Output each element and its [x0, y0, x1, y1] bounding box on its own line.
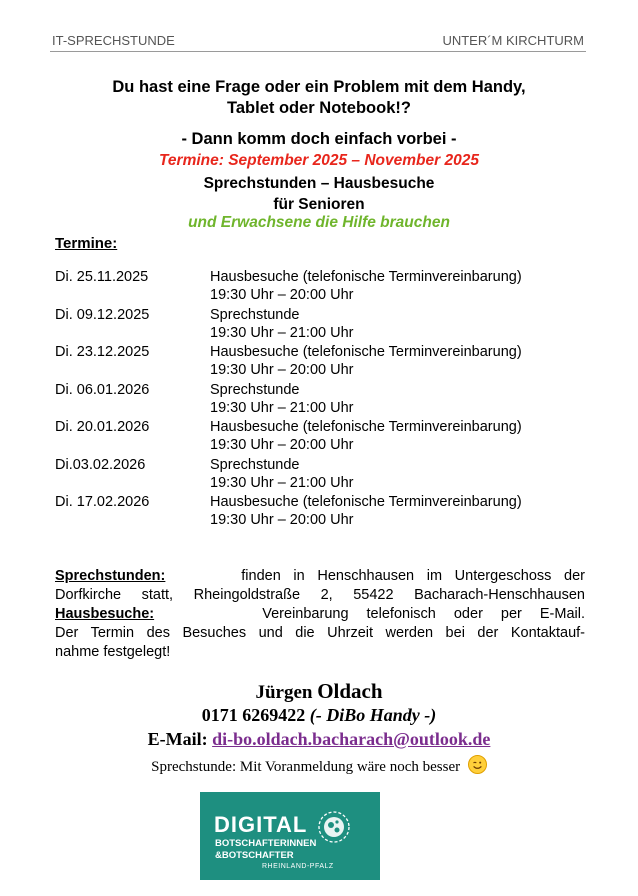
- appointment-date: Di. 20.01.2026: [55, 419, 150, 435]
- info-line1: [55, 567, 585, 586]
- appointment-details: [210, 418, 522, 454]
- appointment-date: Di. 23.12.2025: [55, 344, 150, 360]
- subtitle-line1: Sprechstunden – Hausbesuche: [203, 175, 435, 192]
- appointment-date: Di. 06.01.2026: [55, 381, 150, 398]
- appointment-details: [210, 306, 353, 342]
- haus-text2: Der Termin des Besuches und die Uhrzeit werden bei der Kontaktauf-: [55, 625, 585, 641]
- appointment-details: [210, 493, 522, 529]
- contact-phone-line: [0, 705, 638, 726]
- haus-label: Hausbesuche:: [55, 606, 155, 622]
- appointment-type: Hausbesuche (telefonische Terminvereinbarung): [210, 269, 522, 285]
- logo-globe-icon: [316, 809, 352, 845]
- logo-line4: RHEINLAND-PFALZ: [262, 863, 334, 870]
- appointment-type: Hausbesuche (telefonische Terminvereinbarung): [210, 419, 522, 435]
- haus-text1: Vereinbarung telefonisch oder per E-Mail.: [262, 606, 586, 622]
- headline-line2: Tablet oder Notebook!?: [227, 99, 411, 117]
- appointment-time: 19:30 Uhr – 21:00 Uhr: [210, 324, 354, 341]
- appointment-type: Hausbesuche (telefonische Terminvereinbarung): [210, 494, 522, 510]
- contact-email-line: [0, 729, 638, 750]
- headline: [40, 77, 598, 119]
- haus-text3: nahme festgelegt!: [55, 644, 171, 660]
- appointment-date: Di.03.02.2026: [55, 456, 146, 473]
- info-line3: [55, 605, 585, 624]
- invite-line: - Dann komm doch einfach vorbei -: [181, 130, 457, 148]
- appointment-time: 19:30 Uhr – 20:00 Uhr: [210, 362, 354, 378]
- appointment-date: Di. 25.11.2025: [55, 269, 149, 285]
- digital-botschafter-logo: [200, 792, 380, 880]
- contact-note: Sprechstunde: Mit Voranmeldung wäre noch besser: [151, 759, 461, 775]
- appointment-details: [210, 268, 522, 304]
- logo-line3: &BOTSCHAFTER: [215, 850, 294, 861]
- appointment-type: Sprechstunde: [210, 456, 300, 473]
- appointment-time: 19:30 Uhr – 20:00 Uhr: [210, 437, 354, 453]
- sprech-text2: Dorfkirche statt, Rheingoldstraße 2, 55422 Bacharach-Henschhausen: [55, 587, 585, 603]
- page-header: [50, 33, 586, 52]
- header-left: IT-SPRECHSTUNDE: [52, 33, 175, 48]
- contact-note-line: [0, 755, 638, 776]
- appointment-date: Di. 09.12.2025: [55, 306, 150, 323]
- appointment-time: 19:30 Uhr – 20:00 Uhr: [210, 287, 354, 303]
- appointments-heading: Termine:: [55, 235, 118, 252]
- contact-first-name: Jürgen: [255, 682, 313, 703]
- sprech-text1: finden in Henschhausen im Untergeschoss der: [241, 568, 585, 584]
- wink-smiley-icon: [468, 755, 487, 774]
- appointment-time: 19:30 Uhr – 20:00 Uhr: [210, 512, 354, 528]
- header-right: UNTER´M KIRCHTURM: [442, 33, 584, 48]
- audience-line: und Erwachsene die Hilfe brauchen: [188, 214, 450, 231]
- appointment-time: 19:30 Uhr – 21:00 Uhr: [210, 474, 354, 491]
- appointment-details: [210, 343, 522, 379]
- subtitle: [40, 173, 598, 215]
- appointment-type: Sprechstunde: [210, 381, 300, 398]
- contact-phone: 0171 6269422: [201, 705, 306, 725]
- subtitle-line2: für Senioren: [273, 196, 365, 213]
- appointment-details: [210, 456, 353, 492]
- contact-name: [0, 679, 638, 704]
- appointment-type: Hausbesuche (telefonische Terminvereinbarung): [210, 344, 522, 360]
- email-label: E-Mail:: [147, 729, 208, 749]
- info-block: [55, 567, 585, 662]
- appointment-type: Sprechstunde: [210, 306, 300, 323]
- date-range: Termine: September 2025 – November 2025: [159, 152, 479, 169]
- logo-line2: BOTSCHAFTERINNEN: [215, 838, 317, 849]
- sprech-label: Sprechstunden:: [55, 568, 166, 584]
- appointment-date: Di. 17.02.2026: [55, 494, 150, 510]
- headline-line1: Du hast eine Frage oder ein Problem mit dem Handy,: [112, 78, 526, 96]
- appointment-details: [210, 381, 353, 417]
- appointment-time: 19:30 Uhr – 21:00 Uhr: [210, 399, 354, 416]
- email-link[interactable]: di-bo.oldach.bacharach@outlook.de: [212, 729, 491, 749]
- contact-last-name: Oldach: [317, 679, 383, 703]
- contact-phone-note: (- DiBo Handy -): [309, 705, 437, 725]
- logo-word-digital: DIGITAL: [214, 812, 308, 837]
